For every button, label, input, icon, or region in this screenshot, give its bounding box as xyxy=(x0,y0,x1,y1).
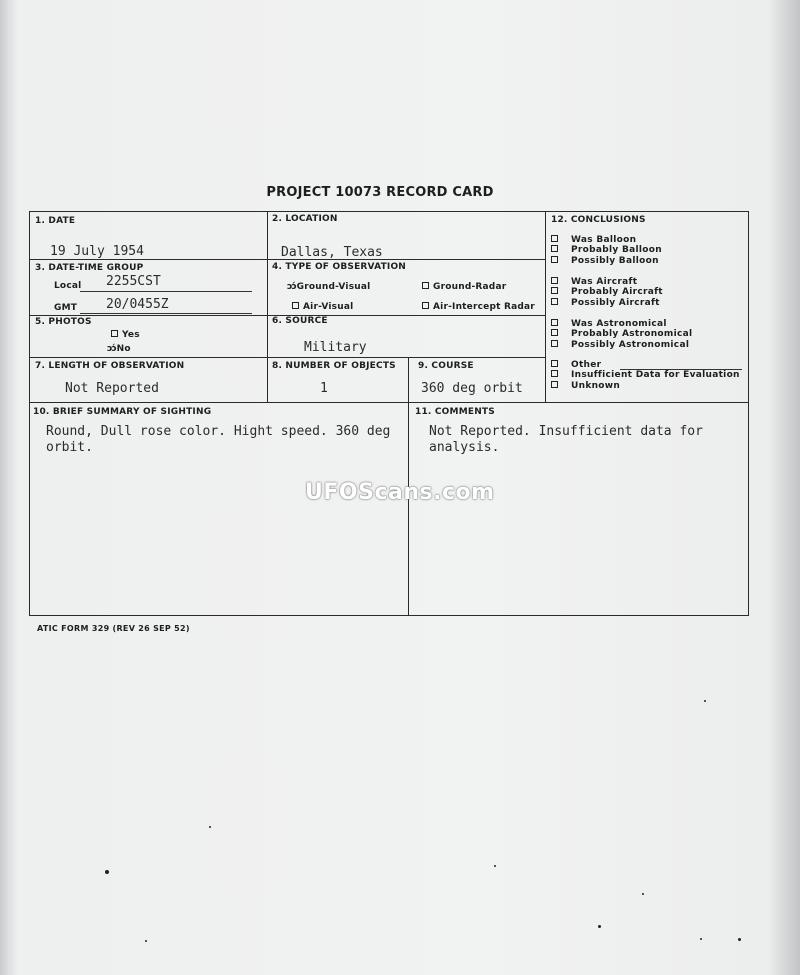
ground-radar-text: Ground-Radar xyxy=(433,282,507,292)
conclusions-group-aircraft xyxy=(551,277,663,308)
length-value: Not Reported xyxy=(65,381,159,396)
course-label: 9. COURSE xyxy=(418,361,474,371)
card-title: PROJECT 10073 RECORD CARD xyxy=(266,185,494,200)
gmt-value: 20/0455Z xyxy=(106,297,169,312)
checkbox-icon xyxy=(551,360,558,367)
scan-speck xyxy=(598,925,601,928)
checkbox-icon xyxy=(551,245,558,252)
photos-yes-text: Yes xyxy=(122,330,140,340)
option-air-visual xyxy=(292,302,353,312)
conclusion-text: Possibly Astronomical xyxy=(571,339,690,350)
conclusion-text: Unknown xyxy=(571,380,621,391)
summary-label: 10. BRIEF SUMMARY OF SIGHTING xyxy=(33,407,212,417)
option-air-intercept-radar xyxy=(422,302,535,312)
scan-speck xyxy=(704,700,706,702)
scan-speck xyxy=(738,938,741,941)
record-card xyxy=(29,211,749,616)
conclusion-text: Was Aircraft xyxy=(571,277,638,287)
option-ground-visual xyxy=(287,282,370,292)
conclusion-item xyxy=(551,235,662,245)
location-value: Dallas, Texas xyxy=(281,245,383,260)
scan-speck xyxy=(494,865,496,867)
scan-speck xyxy=(700,938,702,940)
option-photos-no xyxy=(107,344,131,354)
conclusion-item xyxy=(551,245,662,255)
conclusions-group-astronomical xyxy=(551,319,692,350)
conclusion-item-insufficient xyxy=(551,370,740,380)
conclusion-item xyxy=(551,298,663,308)
conclusions-label: 12. CONCLUSIONS xyxy=(551,215,646,225)
photos-label: 5. PHOTOS xyxy=(35,317,92,327)
gmt-label: GMT xyxy=(54,303,78,313)
checkbox-icon xyxy=(551,340,558,347)
checkbox-icon xyxy=(551,319,558,326)
num-objects-label: 8. NUMBER OF OBJECTS xyxy=(272,361,396,371)
checkbox-icon xyxy=(551,287,558,294)
conclusion-item xyxy=(551,287,663,297)
conclusion-item xyxy=(551,319,692,329)
scan-speck xyxy=(145,940,147,942)
course-value: 360 deg orbit xyxy=(421,381,523,396)
dtg-label: 3. DATE-TIME GROUP xyxy=(35,263,144,273)
divider xyxy=(30,402,749,403)
num-objects-value: 1 xyxy=(320,381,328,396)
checkbox-icon xyxy=(422,302,429,309)
conclusion-item xyxy=(551,256,662,266)
checkbox-icon xyxy=(422,282,429,289)
checkbox-icon xyxy=(551,235,558,242)
watermark: UFOScans.com xyxy=(305,480,495,505)
conclusion-text: Possibly Aircraft xyxy=(571,297,660,308)
conclusion-text: Probably Astronomical xyxy=(571,329,693,340)
conclusion-text: Was Balloon xyxy=(571,235,637,245)
checked-mark: ɔɔ́ xyxy=(287,282,296,292)
checkbox-icon xyxy=(551,298,558,305)
other-underline xyxy=(620,369,742,370)
ground-visual-text: Ground-Visual xyxy=(296,282,371,292)
comments-label: 11. COMMENTS xyxy=(415,407,495,417)
checkbox-icon xyxy=(551,381,558,388)
local-underline xyxy=(80,291,252,292)
conclusion-item xyxy=(551,340,692,350)
conclusion-text: Possibly Balloon xyxy=(571,255,659,266)
air-visual-text: Air-Visual xyxy=(303,302,354,312)
checkbox-icon xyxy=(551,277,558,284)
checkbox-icon xyxy=(551,370,558,377)
divider xyxy=(30,357,545,358)
form-number: ATIC FORM 329 (REV 26 SEP 52) xyxy=(37,624,190,633)
conclusion-text: Probably Aircraft xyxy=(571,287,663,298)
conclusion-item xyxy=(551,277,663,287)
local-value: 2255CST xyxy=(106,274,161,289)
checkbox-icon xyxy=(292,302,299,309)
divider xyxy=(545,212,546,402)
date-value: 19 July 1954 xyxy=(50,244,144,259)
conclusion-text: Was Astronomical xyxy=(571,319,667,329)
source-value: Military xyxy=(304,340,367,355)
photos-no-text: No xyxy=(116,344,131,354)
summary-text: Round, Dull rose color. Hight speed. 360 deg orbit. xyxy=(46,424,391,455)
conclusion-text: Insufficient Data for Evaluation xyxy=(571,370,740,381)
checkbox-icon xyxy=(111,330,118,337)
conclusion-text: Probably Balloon xyxy=(571,245,662,256)
gmt-underline xyxy=(80,313,252,314)
location-label: 2. LOCATION xyxy=(272,214,338,224)
checkbox-icon xyxy=(551,329,558,336)
conclusions-group-balloon xyxy=(551,235,662,266)
observation-type-label: 4. TYPE OF OBSERVATION xyxy=(272,262,407,272)
divider xyxy=(267,212,268,402)
comments-text: Not Reported. Insufficient data for analysis. xyxy=(429,424,703,455)
air-intercept-radar-text: Air-Intercept Radar xyxy=(433,302,535,312)
conclusion-item-unknown xyxy=(551,381,740,391)
scan-speck xyxy=(105,870,109,874)
option-ground-radar xyxy=(422,282,506,292)
conclusion-item xyxy=(551,329,692,339)
option-photos-yes xyxy=(111,330,140,340)
scan-speck xyxy=(642,893,644,895)
conclusions-group-other xyxy=(551,360,740,391)
checked-mark: ɔɔ́ xyxy=(107,344,116,354)
scan-speck xyxy=(209,826,211,828)
length-label: 7. LENGTH OF OBSERVATION xyxy=(35,361,185,371)
source-label: 6. SOURCE xyxy=(272,316,328,326)
checkbox-icon xyxy=(551,256,558,263)
conclusion-text: Other xyxy=(571,360,602,370)
local-label: Local xyxy=(54,281,82,291)
date-label: 1. DATE xyxy=(35,216,76,226)
